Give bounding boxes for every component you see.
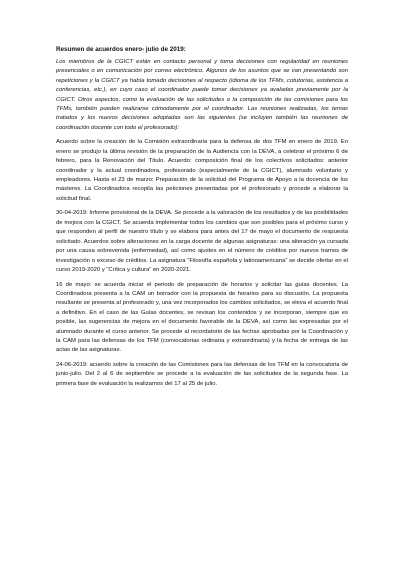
paragraph-may: 16 de mayo: se acuerda iniciar el periodo de preparación de horarios y solicitar las guías docentes. La Coordinadora presenta a la CAM un borrador con la propuesta de horarios para su discusión. La propuesta resultante se presenta al profesorado y, una vez incorporados los cambios solicitados, se eleva el acuerdo final a definitivo. En el caso de las Guías docentes, se revisan los contenidos y se incorporan, siempre que es posible, las sugerencias de mejora en el documento favorable de la DEVA, así como las expresadas por el alumnado durante el curso anterior. Se procede al recordatorio de las fechas aprobadas por la Coordinación y la CAM para las defensas de los TFM (convocatorias ordinaria y extraordinaria) y la fecha de entrega de las actas de las asignaturas. [56,281,348,354]
paragraph-april: 30-04-2019: Informe provisional de la DEVA. Se procede a la valoración de los resultados y de las posibilidades de mejora con la CGICT. Se acuerda implementar todos los cambios que son posibles para el próximo curso y que responden al perfil de nuestro título y se elabora para antes del 17 de mayo el documento de respuesta solicitado. Acuerdos sobre alteraciones en la carga docente de algunas asignaturas: una alteración ya cursada por una causa sobrevenida (enfermedad), así como ajustes en el número de créditos por nuevos tramos de investigación o exceso de créditos. La asignatura “Filosofía española y latinoamericana” se decide ofertar en el curso 2019-2020 y “Crítica y cultura” en 2020-2021. [56,210,348,273]
document-title: Resumen de acuerdos enero- julio de 2019: [56,46,186,53]
intro-paragraph: Los miembros de la CGICT están en contacto personal y toma decisiones con regularidad en reuniones presenciales o en comunicación por correo electrónico. Algunos de los asuntos que se van presentando son repeticiones y la CGICT ya había tomado decisiones al respecto (idioma de los TFMs, cotutorías, asistencia a conferencias, etc.), en cuyo caso el coordinador puede tomar decisiones ya avaladas previamente por la CGICT. Otros aspectos, como la evaluación de las solicitudes o la composición de las comisiones para los TFMs, también pueden realizarse cómodamente por el coordinador. Las reuniones realizadas, los temas tratados y los nuevos decisiones adoptadas son las siguientes (se incluyen también las reuniones de coordinación docente con todo el profesorado): [56,59,348,131]
paragraph-january: Acuerdo sobre la creación de la Comisión extraordinaria para la defensa de dos TFM en enero de 2019. En enero se produjo la última revisión de la preparación de la Audiencia con la DEVA, a celebrar el próximo 6 de febrero, para la Renovación del Título. Acuerdo: composición final de los colectivos solicitados: anterior coordinador y la actual coordinadora, profesorado (especialmente de la CGICT), alumnado voluntario y empleadores. Hasta el 23 de marzo: Preparación de la solicitud del Programa de Apoyo a la docencia de los másteres. La Coordinadora recopila las peticiones presentadas por el profesorado y procede a elaborar la solicitud final. [56,139,348,202]
paragraph-june: 24-06-2019: acuerdo sobre la creación de las Comisiones para las defensas de los TFM en la convocatoria de junio-julio. Del 2 al 6 de septiembre se procede a la evaluación de las solicitudes de la segunda fase. La primera fase de evaluación la realizamos del 17 al 25 de julio. [56,361,348,387]
